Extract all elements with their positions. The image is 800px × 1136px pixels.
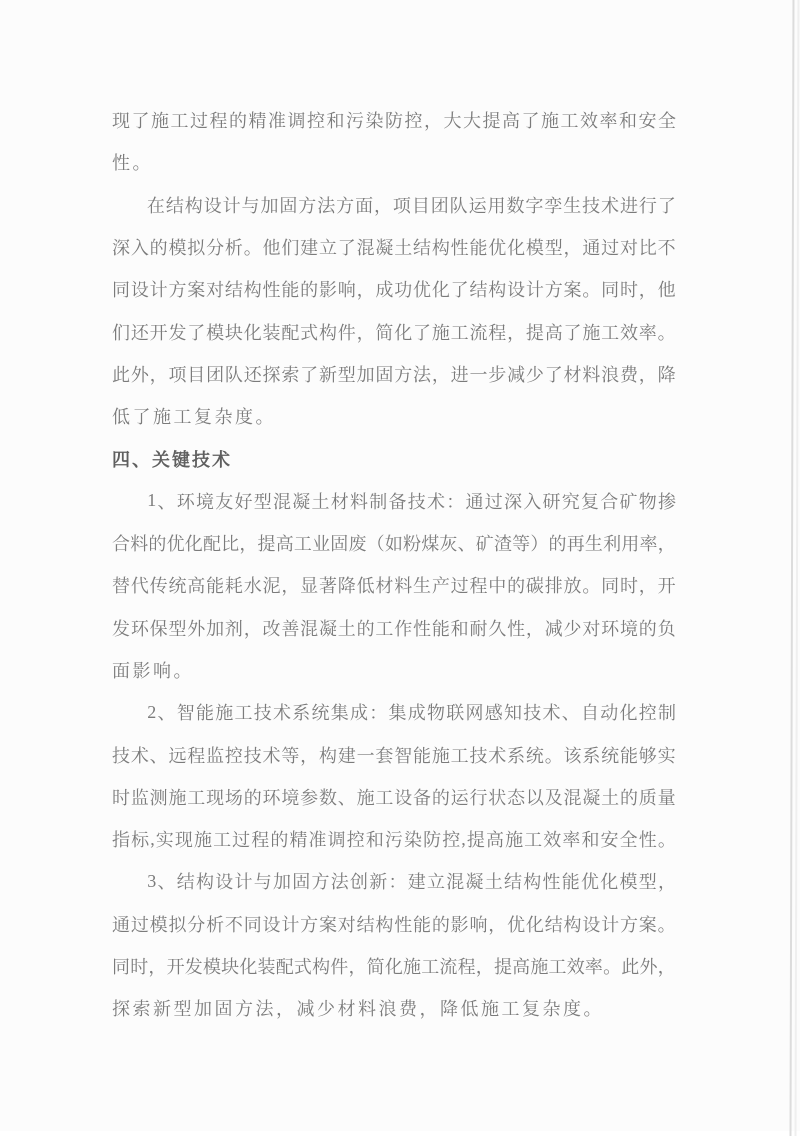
text-line: 3 、 结 构 设 计 与 加 固 方 法 创 新 ： 建 立 混 凝 土 结 构 性 能 优 化 模 型 ， — [147, 870, 676, 893]
text-line: 1 、 环 境 友 好 型 混 凝 土 材 料 制 备 技 术 ： 通 过 深 入 研 究 复 合 矿 物 掺 — [147, 490, 676, 512]
text-line: 探索新型加固方法，减少材料浪费，降低施工复杂度。 — [112, 999, 604, 1020]
text-line: 同 时 ， 开 发 模 块 化 装 配 式 构 件 ， 简 化 施 工 流 程 ， 提 高 施 工 效 率 。 此 外 ， — [112, 957, 676, 978]
text-line: 2 、 智 能 施 工 技 术 系 统 集 成 ： 集 成 物 联 网 感 知 技 术 、 自 动 化 控 制 — [147, 701, 676, 724]
text-line: 低了施工复杂度。 — [112, 407, 276, 428]
text-line: 性。 — [112, 153, 153, 174]
text-line: 同 设 计 方 案 对 结 构 性 能 的 影 响 ， 成 功 优 化 了 结 构 设 计 方 案 。 同 时 ， 他 — [112, 280, 676, 301]
text-line: 技 术 、 远 程 监 控 技 术 等 ， 构 建 一 套 智 能 施 工 技 术 系 统 。 该 系 统 能 够 实 — [112, 745, 676, 766]
paper-edge-artifact-light — [795, 0, 800, 1136]
text-line: 此 外 ， 项 目 团 队 还 探 索 了 新 型 加 固 方 法 ， 进 一 步 减 少 了 材 料 浪 费 ， 降 — [112, 364, 676, 385]
text-line: 现 了 施 工 过 程 的 精 准 调 控 和 污 染 防 控 ， 大 大 提 高 了 施 工 效 率 和 安 全 — [112, 111, 676, 132]
text-line: 们 还 开 发 了 模 块 化 装 配 式 构 件 ， 简 化 了 施 工 流 程 ， 提 高 了 施 工 效 率 。 — [112, 322, 676, 343]
text-line: 通 过 模 拟 分 析 不 同 设 计 方 案 对 结 构 性 能 的 影 响 ， 优 化 结 构 设 计 方 案 。 — [112, 914, 676, 935]
text-line: 替 代 传 统 高 能 耗 水 泥 ， 显 著 降 低 材 料 生 产 过 程 中 的 碳 排 放 。 同 时 ， 开 — [112, 576, 676, 597]
text-line: 面影响。 — [112, 661, 194, 681]
text-line: 合 料 的 优 化 配 比 ， 提 高 工 业 固 废 （ 如 粉 煤 灰 、 矿 渣 等 ） 的 再 生 利 用 率 ， — [112, 534, 676, 555]
section-heading: 四、关键技术 — [112, 449, 232, 470]
text-line: 深 入 的 模 拟 分 析 。 他 们 建 立 了 混 凝 土 结 构 性 能 优 化 模 型 ， 通 过 对 比 不 — [112, 238, 676, 259]
document-text — [112, 99, 676, 1030]
text-line: 在 结 构 设 计 与 加 固 方 法 方 面 ， 项 目 团 队 运 用 数 字 孪 生 技 术 进 行 了 — [146, 195, 676, 216]
text-line: 发 环 保 型 外 加 剂 ， 改 善 混 凝 土 的 工 作 性 能 和 耐 久 性 ， 减 少 对 环 境 的 负 — [112, 618, 676, 639]
text-line: 指 标 , 实 现 施 工 过 程 的 精 准 调 控 和 污 染 防 控 , 提 高 施 工 效 率 和 安 全 性 。 — [112, 828, 676, 851]
text-line: 时 监 测 施 工 现 场 的 环 境 参 数 、 施 工 设 备 的 运 行 状 态 以 及 混 凝 土 的 质 量 — [112, 787, 676, 808]
paper-edge-artifact — [790, 0, 795, 1136]
